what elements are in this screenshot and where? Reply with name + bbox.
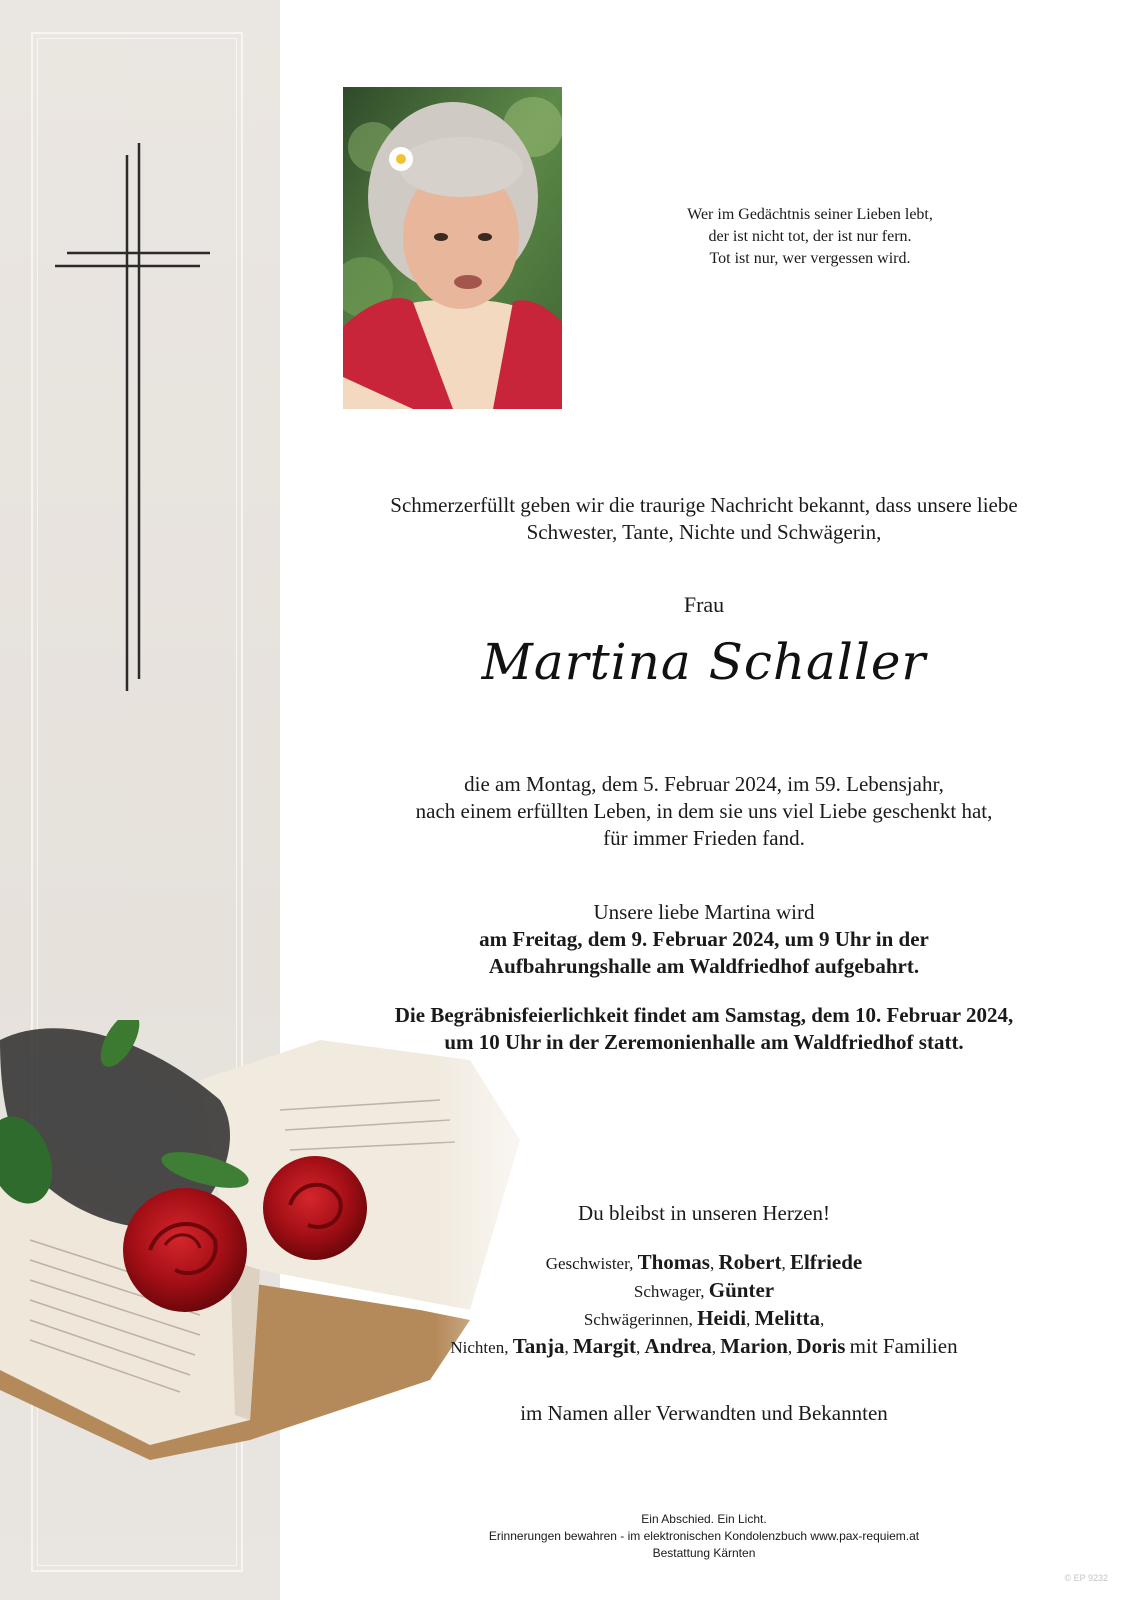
niece-name: Marion (720, 1334, 788, 1358)
sister-in-law-name: Melitta (754, 1306, 820, 1330)
mourners-list (280, 1249, 1128, 1361)
sibling-name: Thomas (637, 1250, 710, 1274)
siblings-label: Geschwister, (545, 1254, 634, 1273)
niece-name: Doris (796, 1334, 846, 1358)
funeral-info (280, 1002, 1128, 1056)
quote-line: Tot ist nur, wer vergessen wird. (709, 250, 911, 267)
salutation: Frau (683, 592, 725, 617)
niece-name: Tanja (512, 1334, 565, 1358)
deceased-name: Martina Schaller (481, 633, 927, 691)
footer (280, 1511, 1128, 1562)
memorial-quote (620, 204, 1000, 270)
siblings-line: Geschwister, Thomas, Robert, Elfriede (545, 1250, 863, 1274)
nieces-label: Nichten, (450, 1338, 509, 1357)
sibling-name: Elfriede (789, 1250, 863, 1274)
brother-in-law-line (280, 1277, 1128, 1305)
sisters-in-law-label: Schwägerinnen, (583, 1310, 693, 1329)
portrait-photo (343, 87, 562, 409)
intro-line: Schwester, Tante, Nichte und Schwägerin, (526, 520, 882, 544)
death-notice (280, 771, 1128, 852)
quote-line: der ist nicht tot, der ist nur fern. (708, 228, 912, 245)
footer-line: Bestattung Kärnten (652, 1546, 756, 1560)
template-code: © EP 9232 (1064, 1573, 1108, 1583)
sibling-name: Robert (718, 1250, 782, 1274)
funeral-line: um 10 Uhr in der Zeremonienhalle am Waldfriedhof statt. (444, 1030, 964, 1054)
death-line: nach einem erfüllten Leben, in dem sie uns viel Liebe geschenkt hat, (415, 799, 993, 823)
sister-in-law-name: Heidi (697, 1306, 747, 1330)
death-line: für immer Frieden fand. (603, 826, 805, 850)
nieces-line: Nichten, Tanja, Margit, Andrea, Marion, Doris mit Familien (450, 1334, 958, 1358)
funeral-line: Die Begräbnisfeierlichkeit findet am Samstag, dem 10. Februar 2024, (394, 1003, 1014, 1027)
farewell-line: Du bleibst in unseren Herzen! (578, 1201, 830, 1225)
death-line: die am Montag, dem 5. Februar 2024, im 59. Lebensjahr, (464, 772, 944, 796)
on-behalf-line: im Namen aller Verwandten und Bekannten (520, 1401, 888, 1425)
viewing-line: am Freitag, dem 9. Februar 2024, um 9 Uhr in der (479, 927, 929, 951)
footer-line: Ein Abschied. Ein Licht. (641, 1512, 767, 1526)
quote-line: Wer im Gedächtnis seiner Lieben lebt, (687, 206, 933, 223)
nieces-suffix: mit Familien (849, 1334, 958, 1358)
viewing-info (280, 899, 1128, 980)
niece-name: Andrea (644, 1334, 712, 1358)
niece-name: Margit (572, 1334, 636, 1358)
footer-line: Erinnerungen bewahren - im elektronischen Kondolenzbuch www.pax-requiem.at (488, 1529, 920, 1543)
cross-icon (55, 143, 215, 703)
viewing-line: Unsere liebe Martina wird (593, 900, 815, 924)
brother-in-law-name: Günter (708, 1278, 775, 1302)
brother-in-law-label: Schwager, (633, 1282, 705, 1301)
announcement-intro (280, 492, 1128, 546)
sisters-in-law-line: Schwägerinnen, Heidi, Melitta, (583, 1306, 825, 1330)
viewing-line: Aufbahrungshalle am Waldfriedhof aufgebahrt. (488, 954, 920, 978)
intro-line: Schmerzerfüllt geben wir die traurige Nachricht bekannt, dass unsere liebe (390, 493, 1018, 517)
